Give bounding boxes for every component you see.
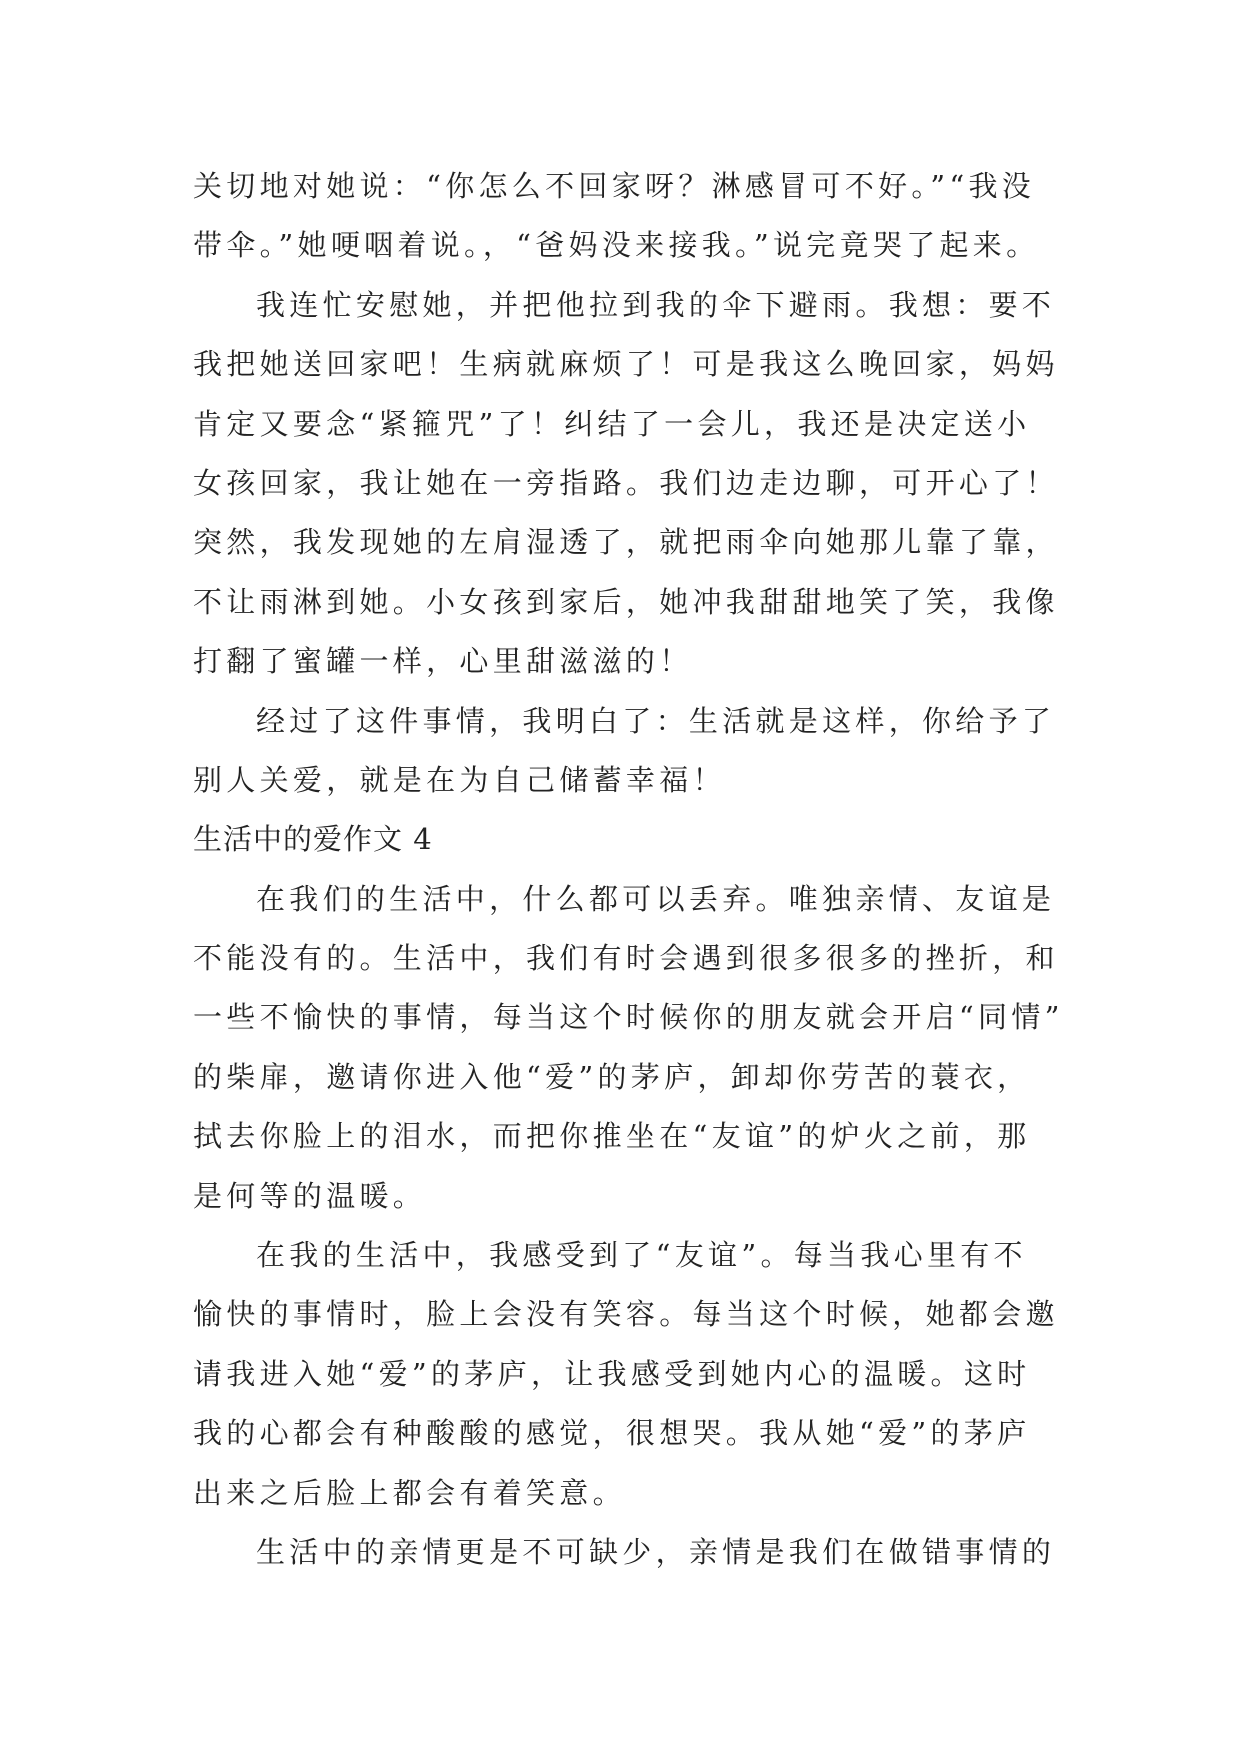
text-line: 生活中的亲情更是不可缺少，亲情是我们在做错事情的 bbox=[256, 1534, 1056, 1569]
text-line: 拭去你脸上的泪水，而把你推坐在“友谊”的炉火之前，那 bbox=[193, 1119, 1031, 1154]
paragraph bbox=[193, 157, 1073, 276]
paragraph bbox=[193, 870, 1073, 1226]
text-line: 不能没有的。生活中，我们有时会遇到很多很多的挫折，和 bbox=[193, 941, 1059, 976]
text-line: 出来之后脸上都会有着笑意。 bbox=[193, 1475, 626, 1510]
text-line: 突然，我发现她的左肩湿透了，就把雨伞向她那儿靠了靠， bbox=[193, 525, 1059, 560]
text-line: 在我们的生活中，什么都可以丢弃。唯独亲情、友谊是 bbox=[256, 881, 1056, 916]
paragraph bbox=[193, 1226, 1073, 1523]
text-line: 愉快的事情时，脸上会没有笑容。每当这个时候，她都会邀 bbox=[193, 1297, 1059, 1332]
text-line: 打翻了蜜罐一样，心里甜滋滋的！ bbox=[193, 644, 693, 679]
text-line: 别人关爱，就是在为自己储蓄幸福！ bbox=[193, 762, 726, 797]
paragraph bbox=[193, 1523, 1073, 1582]
document-body bbox=[193, 157, 1073, 1582]
text-line: 我把她送回家吧！生病就麻烦了！可是我这么晚回家，妈妈 bbox=[193, 347, 1059, 382]
heading-text: 生活中的爱作文 4 bbox=[193, 822, 433, 857]
text-line: 关切地对她说：“你怎么不回家呀？淋感冒可不好。”“我没 bbox=[193, 169, 1036, 203]
text-line: 一些不愉快的事情，每当这个时候你的朋友就会开启“同情” bbox=[193, 1000, 1064, 1035]
text-line: 经过了这件事情，我明白了：生活就是这样，你给予了 bbox=[256, 703, 1056, 738]
text-line: 带伞。”她哽咽着说。，“爸妈没来接我。”说完竟哭了起来。 bbox=[193, 228, 1040, 263]
text-line: 在我的生活中，我感受到了“友谊”。每当我心里有不 bbox=[256, 1238, 1027, 1273]
text-line: 是何等的温暖。 bbox=[193, 1178, 427, 1213]
text-line: 肯定又要念“紧箍咒”了！纠结了一会儿，我还是决定送小 bbox=[193, 406, 1031, 441]
text-line: 请我进入她“爱”的茅庐，让我感受到她内心的温暖。这时 bbox=[193, 1356, 1031, 1391]
text-line: 不让雨淋到她。小女孩到家后，她冲我甜甜地笑了笑，我像 bbox=[193, 584, 1059, 619]
text-line: 的柴扉，邀请你进入他“爱”的茅庐，卸却你劳苦的蓑衣， bbox=[193, 1059, 1031, 1094]
text-line: 我连忙安慰她，并把他拉到我的伞下避雨。我想：要不 bbox=[256, 287, 1056, 322]
text-line: 我的心都会有种酸酸的感觉，很想哭。我从她“爱”的茅庐 bbox=[193, 1416, 1031, 1451]
section-heading bbox=[193, 810, 1073, 869]
paragraph bbox=[193, 276, 1073, 692]
paragraph bbox=[193, 692, 1073, 811]
text-line: 女孩回家，我让她在一旁指路。我们边走边聊，可开心了！ bbox=[193, 465, 1059, 500]
